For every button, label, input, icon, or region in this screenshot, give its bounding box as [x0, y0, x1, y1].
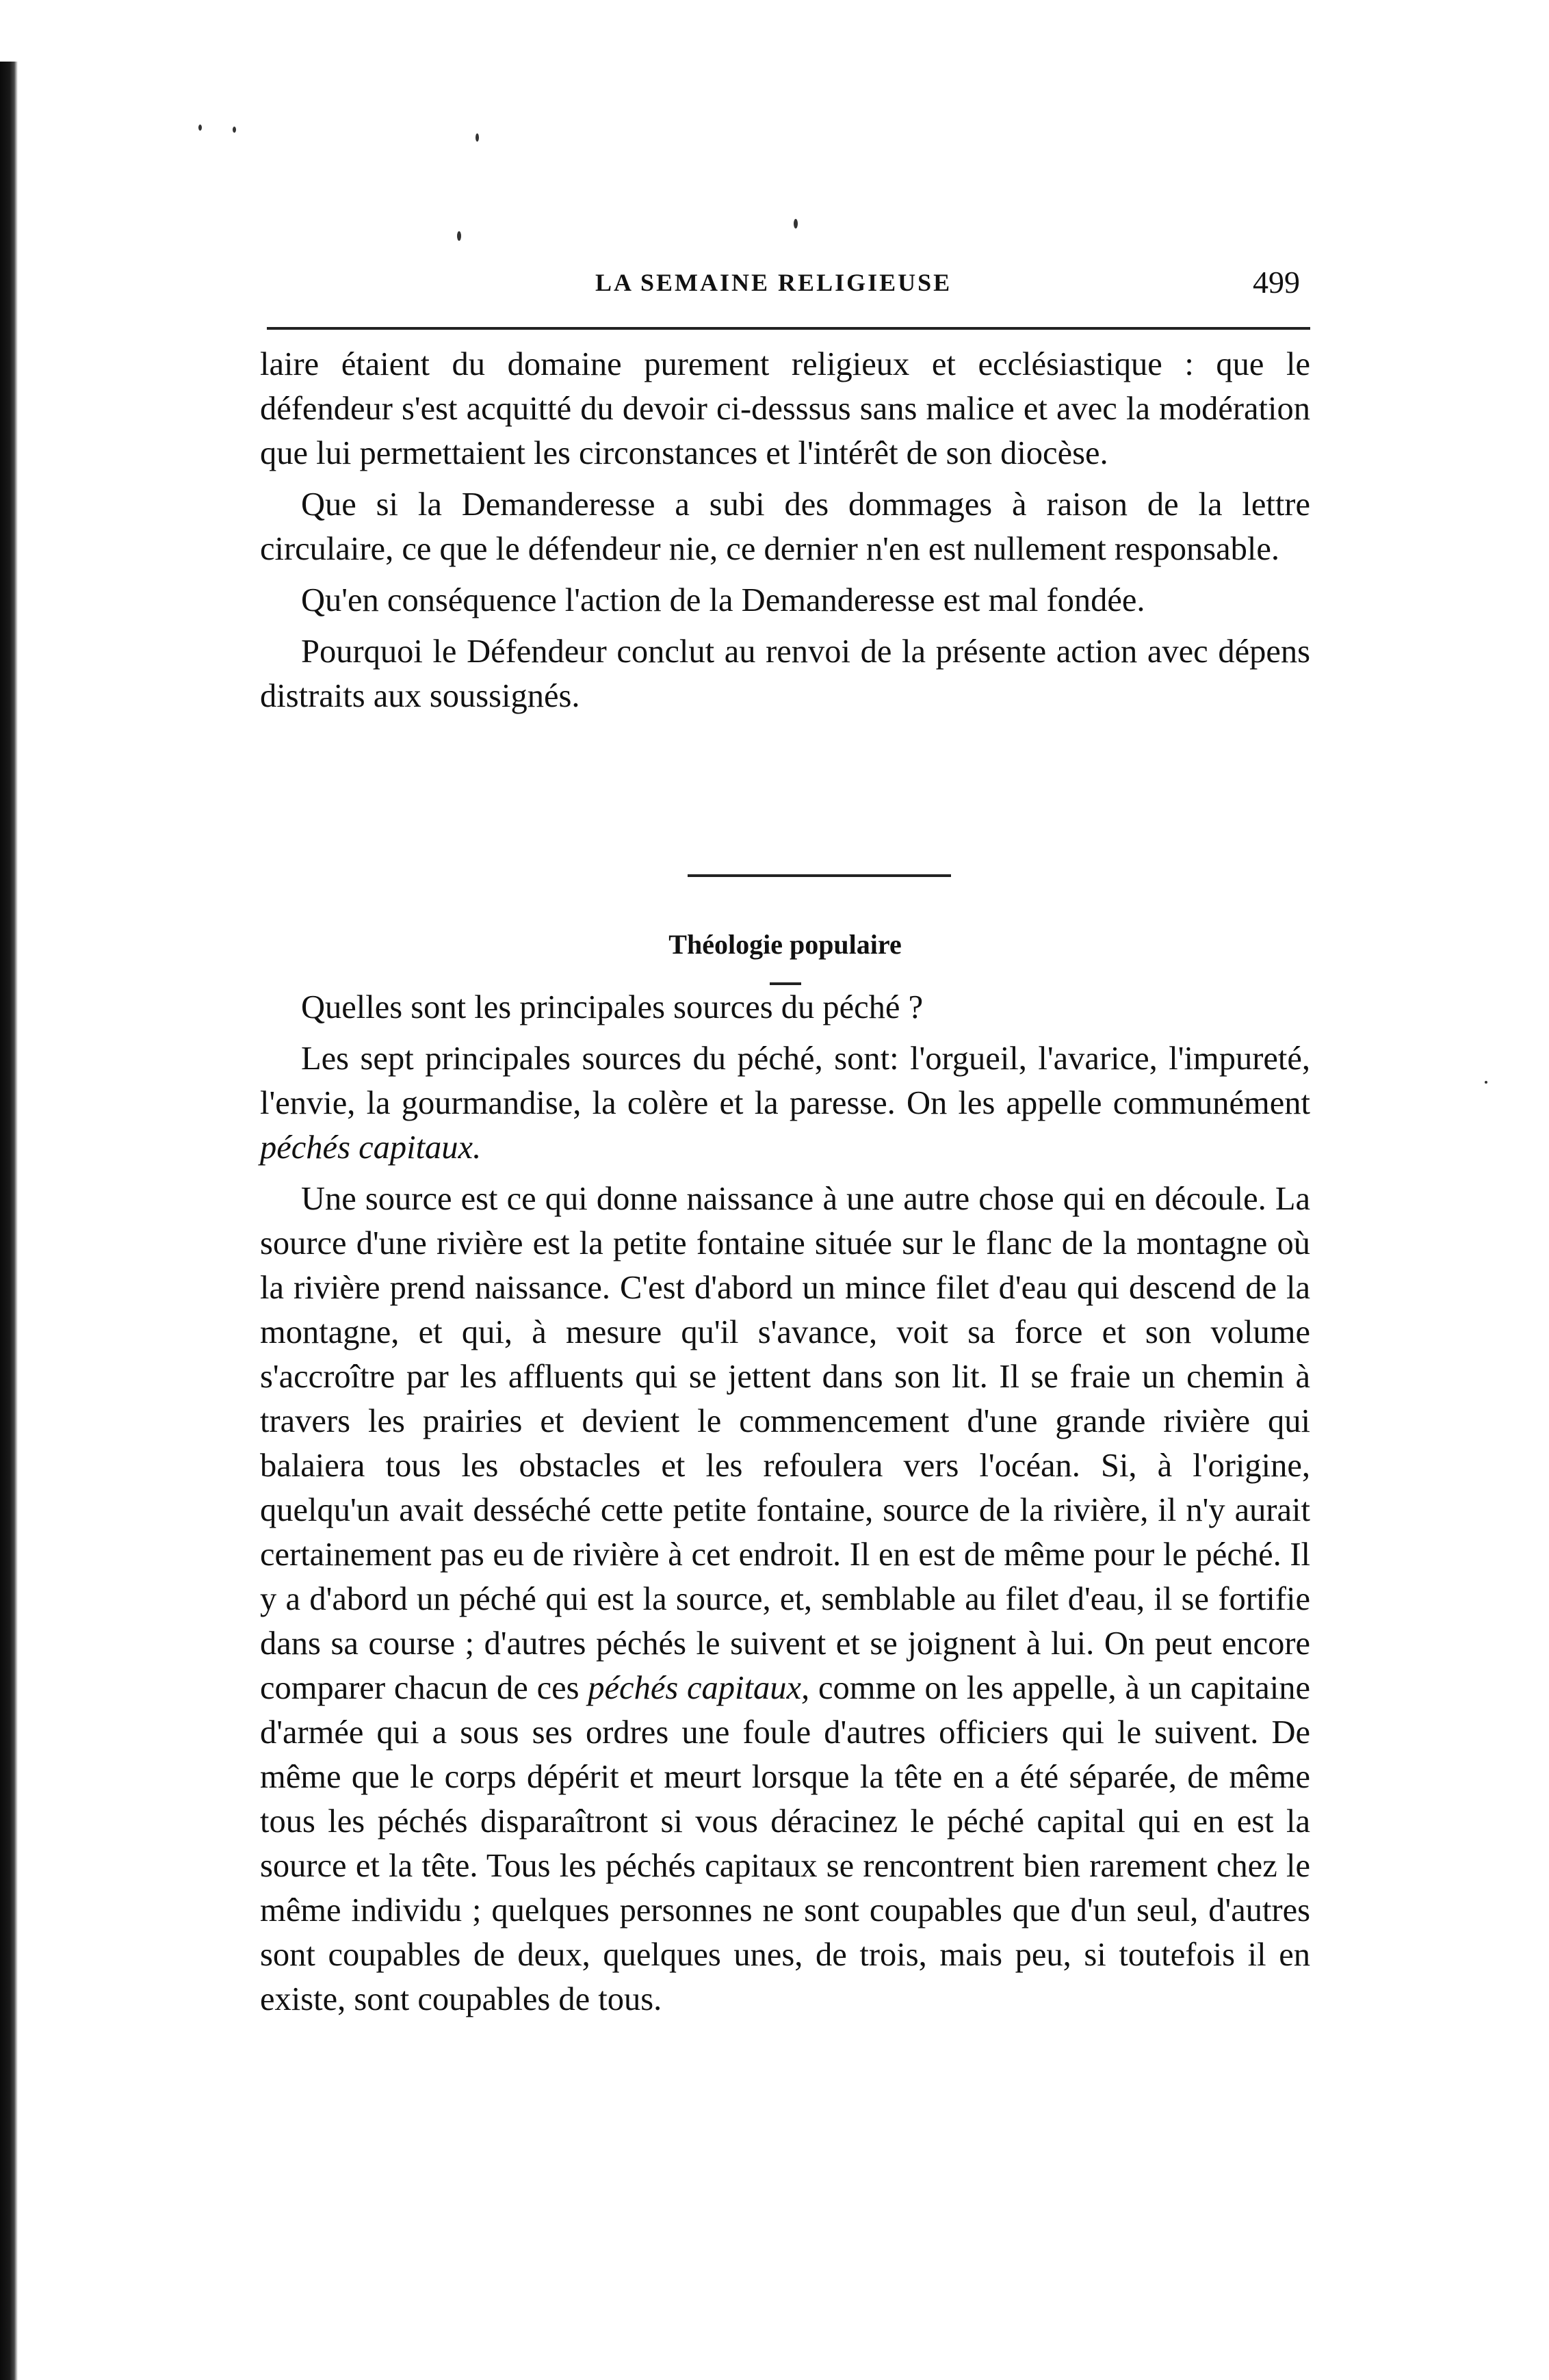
ink-speck [233, 127, 236, 133]
text-block-legal [260, 342, 1310, 725]
paragraph: laire étaient du domaine purement religieux et ecclésiastique : que le défendeur s'est acquitté du devoir ci-desssus sans malice et avec la modération que lui permettaient les circonstances et l'intérêt de son diocèse. [260, 346, 1310, 471]
paragraph-text: Une source est ce qui donne naissance à une autre chose qui en découle. La source d'une rivière est la petite fontaine située sur le flanc de la montagne où la rivière prend naissance. C'est d'abord un mince filet d'eau qui descend de la montagne, et qui, à mesure qu'il s'avance, voit sa force et son volume s'accroître par les affluents qui se jettent dans son lit. Il se fraie un chemin à travers les prairies et devient le commencement d'une grande rivière qui balaiera tous les obstacles et les refoulera vers l'océan. Si, à l'origine, quelqu'un avait desséché cette petite fontaine, source de la rivière, il n'y aurait certainement pas eu de rivière à cet endroit. Il en est de même pour le péché. Il y a d'abord un péché qui est la source, et, semblable au filet d'eau, il se fortifie dans sa course ; d'autres péchés le suivent et se joignent à lui. On peut encore comparer chacun de ces [260, 1181, 1310, 1706]
text-block-theology [260, 985, 1310, 2028]
section-title: Théologie populaire [668, 929, 902, 960]
ink-speck [198, 125, 202, 131]
paragraph: Qu'en conséquence l'action de la Demanderesse est mal fondée. [301, 582, 1145, 618]
ink-speck [476, 133, 479, 142]
ink-speck [457, 231, 461, 241]
section-divider [688, 874, 951, 877]
italic-term: péchés capitaux, [588, 1670, 810, 1706]
paragraph-text: Les sept principales sources du péché, sont: l'orgueil, l'avarice, l'impureté, l'envie, la gourmandise, la colère et la paresse. On les appelle communément [260, 1041, 1310, 1121]
paragraph-question: Quelles sont les principales sources du péché ? [301, 989, 924, 1025]
ink-speck [1485, 1081, 1487, 1084]
paragraph: Que si la Demanderesse a subi des dommages à raison de la lettre circulaire, ce que le défendeur nie, ce dernier n'en est nullement responsable. [260, 486, 1310, 567]
page-number: 499 [1253, 265, 1300, 300]
ink-speck [794, 219, 798, 228]
header-rule [267, 327, 1310, 330]
page-binding-edge [0, 62, 18, 2380]
italic-term: péchés capitaux. [260, 1129, 482, 1166]
paragraph: Pourquoi le Défendeur conclut au renvoi de la présente action avec dépens distraits aux soussignés. [260, 633, 1310, 714]
paragraph [260, 1036, 1310, 1170]
paragraph [260, 1177, 1310, 2022]
running-title: LA SEMAINE RELIGIEUSE [595, 269, 952, 296]
paragraph-text: comme on les appelle, à un capitaine d'armée qui a sous ses ordres une foule d'autres officiers qui le suivent. De même que le corps dépérit et meurt lorsque la tête en a été séparée, de même tous les péchés disparaîtront si vous déracinez le péché capital qui en est la source et la tête. Tous les péchés capitaux se rencontrent bien rarement chez le même individu ; quelques personnes ne sont coupables que d'un seul, d'autres sont coupables de deux, quelques unes, de trois, mais peu, si toutefois il en existe, sont coupables de tous. [260, 1670, 1310, 2017]
page-header [534, 265, 1314, 309]
